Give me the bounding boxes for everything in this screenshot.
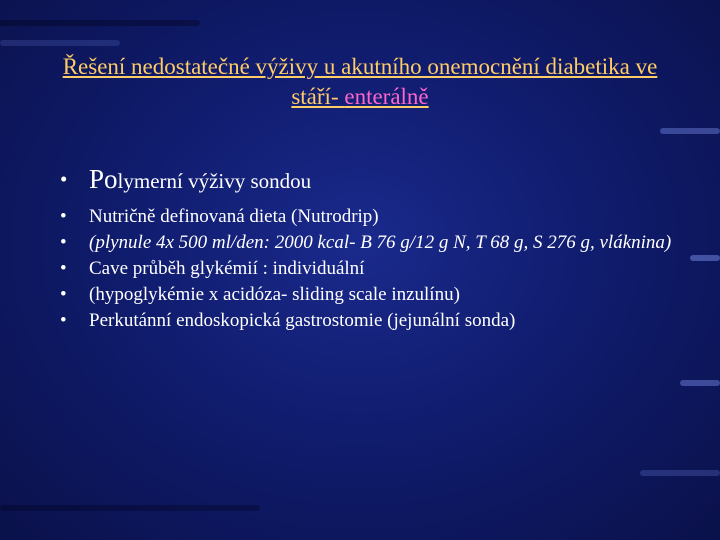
bullet-text: Cave průběh glykémií : individuální: [89, 258, 365, 279]
slide-title: [60, 52, 660, 112]
bullet-text: Perkutánní endoskopická gastrostomie (jejunální sonda): [89, 310, 516, 331]
bullet-list: [56, 166, 676, 334]
title-accent-text: enterálně: [344, 84, 429, 109]
list-item: [56, 282, 676, 308]
bullet-icon: •: [60, 310, 67, 331]
decor-streak: [680, 380, 720, 386]
lead-text: lymerní výživy sondou: [117, 169, 312, 193]
bullet-icon: •: [60, 167, 68, 191]
decor-streak: [0, 20, 200, 26]
title-main-text: Řešení nedostatečné výživy u akutního onemocnění diabetika ve stáří-: [62, 54, 658, 109]
decor-streak: [0, 505, 260, 511]
list-item: [56, 166, 676, 194]
list-item: [56, 204, 676, 230]
decor-streak: [660, 128, 720, 134]
bullet-icon: •: [60, 232, 67, 253]
decor-streak: [690, 255, 720, 261]
decor-streak: [640, 470, 720, 476]
bullet-text: (hypoglykémie x acidóza- sliding scale inzulínu): [89, 284, 460, 305]
lead-initial: Po: [89, 164, 118, 194]
list-item: [56, 256, 676, 282]
bullet-icon: •: [60, 258, 67, 279]
bullet-icon: •: [60, 206, 67, 227]
bullet-icon: •: [60, 284, 67, 305]
bullet-text: Nutričně definovaná dieta (Nutrodrip): [89, 206, 379, 227]
decor-streak: [0, 40, 120, 46]
bullet-text: (plynule 4x 500 ml/den: 2000 kcal- B 76 g/12 g N, T 68 g, S 276 g, vláknina): [89, 232, 672, 253]
list-item: [56, 308, 676, 334]
list-item: [56, 230, 676, 256]
